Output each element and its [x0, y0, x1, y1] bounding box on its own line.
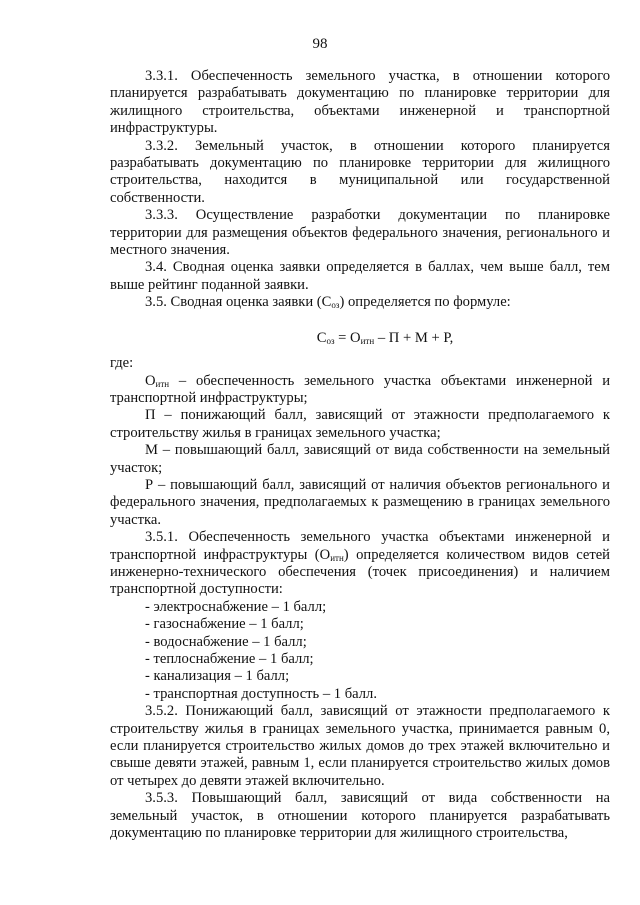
definition-m: М – повышающий балл, зависящий от вида собственности на земельный участок;: [110, 442, 610, 476]
definition-r: Р – повышающий балл, зависящий от наличия объектов регионального и федерального значения, предполагаемых к размещению в границах земельного участка.: [110, 476, 610, 528]
list-item: - канализация – 1 балл;: [145, 668, 290, 685]
where-label: где:: [110, 355, 134, 372]
paragraph-3-5: 3.5. Сводная оценка заявки $(С_{оз})$ определяется по формуле:: [145, 294, 511, 311]
list-item: - транспортная доступность – 1 балл.: [145, 685, 377, 702]
paragraph-3-3-2: 3.3.2. Земельный участок, в отношении которого планируется разрабатывать документацию по планировке территории для жилищного строительства, находится в муниципальной или государственной собственности.: [110, 137, 610, 206]
list-item: - электроснабжение – 1 балл;: [145, 598, 327, 615]
list-item: - теплоснабжение – 1 балл;: [145, 651, 314, 667]
paragraph-3-5-1: 3.5.1. Обеспеченность земельного участка объектами инженерной и транспортной инфраструктуры $(О_{итн})$ определяется количеством видов сетей инженерно-технического обеспечения (точек присоединения) и наличием транспортной доступности:: [110, 529, 610, 598]
paragraph-3-5-3: 3.5.3. Повышающий балл, зависящий от вида собственности на земельный участок, в отношении которого планируется разрабатывать документацию по планировке территории для жилищного строительства,: [110, 790, 610, 842]
paragraph-3-3-3: 3.3.3. Осуществление разработки документации по планировке территории для размещения объектов федерального значения, регионального и местного значения.: [110, 207, 610, 259]
definition-p: П – понижающий балл, зависящий от этажности предполагаемого к строительству жилья в границах земельного участка;: [110, 407, 610, 441]
definition-o: $О_{итн}$ – обеспеченность земельного участка объектами инженерной и транспортной инфраструктуры;: [110, 372, 610, 406]
list-item: - газоснабжение – 1 балл;: [145, 616, 304, 633]
document-body: [110, 68, 610, 842]
paragraph-3-3-1: 3.3.1. Обеспеченность земельного участка, в отношении которого планируется разрабатывать документацию по планировке территории для жилищного строительства, объектами инженерной и транспортной инфраструктуры.: [110, 68, 610, 137]
page-number: 98: [312, 36, 328, 52]
formula: $С_{оз} = О_{итн} - П + М + Р$,: [316, 329, 454, 346]
list-item: - водоснабжение – 1 балл;: [145, 633, 307, 650]
paragraph-3-4: 3.4. Сводная оценка заявки определяется в баллах, чем выше балл, тем выше рейтинг поданной заявки.: [110, 259, 610, 293]
paragraph-3-5-2: 3.5.2. Понижающий балл, зависящий от этажности предполагаемого к строительству жилья в границах земельного участка, принимается равным 0, если планируется строительство жилых домов до трех этажей включительно и свыше девяти этажей, равным 1, если планируется строительство жилых домов от четырех до девяти этажей включительно.: [110, 703, 610, 789]
